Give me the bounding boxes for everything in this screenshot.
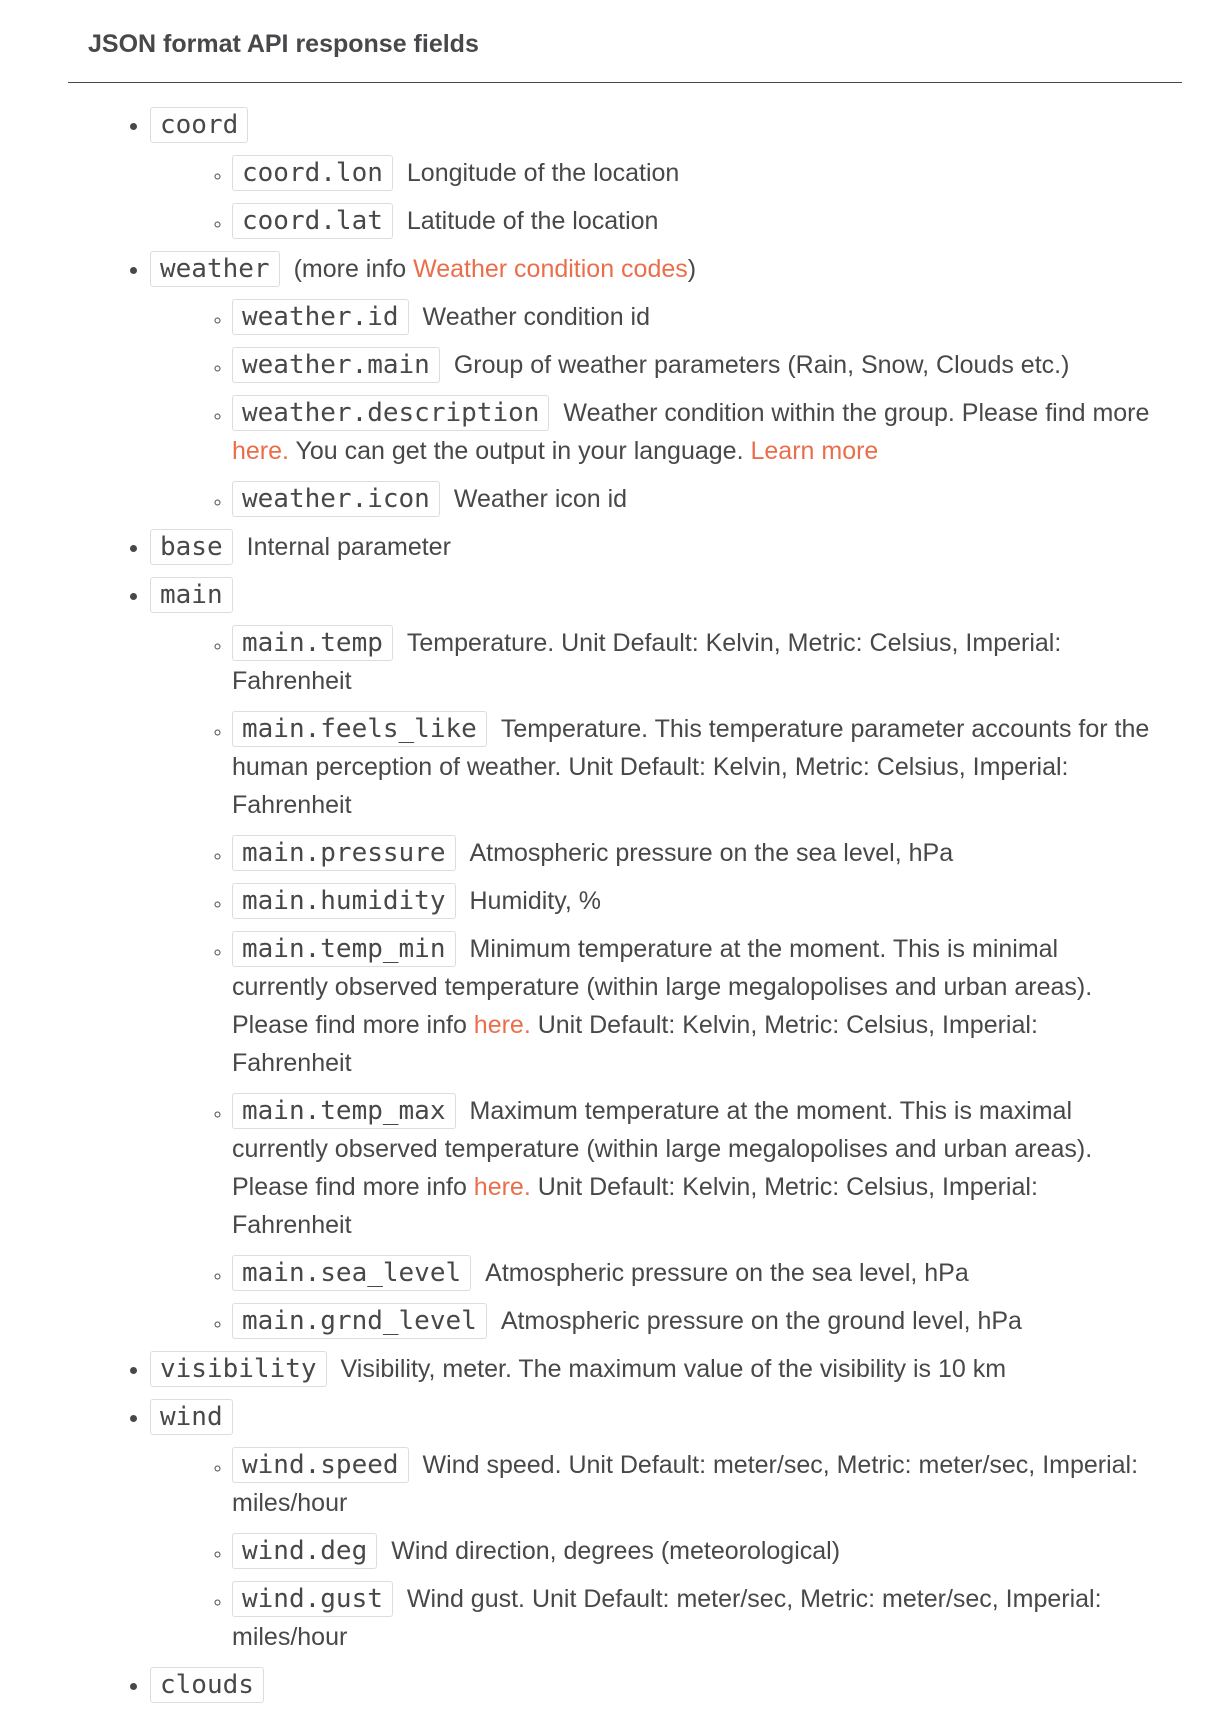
field-name: coord	[150, 107, 248, 143]
field-name: main.temp_max	[232, 1093, 456, 1129]
subfields-list	[150, 298, 1160, 518]
field-description: Maximum temperature at the moment. This is maximal currently observed temperature (within large megalopolises and urban areas). Please find more info	[232, 1097, 1093, 1201]
field-description: Weather condition id	[422, 303, 651, 331]
field-description: Internal parameter	[246, 533, 451, 561]
field-description: Longitude of the location	[406, 159, 680, 187]
field-description: Minimum temperature at the moment. This is minimal currently observed temperature (within large megalopolises and urban areas). Please find more info	[232, 935, 1093, 1039]
field-description: Wind gust. Unit Default: meter/sec, Metric: meter/sec, Imperial: miles/hour	[232, 1585, 1102, 1651]
field-description: Temperature. Unit Default: Kelvin, Metric: Celsius, Imperial: Fahrenheit	[232, 629, 1062, 695]
field-wind-gust	[232, 1580, 1160, 1656]
field-main-temp	[232, 624, 1160, 700]
field-visibility	[150, 1350, 1160, 1388]
field-weather-id	[232, 298, 1160, 336]
section-header	[68, 0, 1182, 83]
field-coord-lon	[232, 154, 1160, 192]
field-name: weather.description	[232, 395, 549, 431]
field-description: Atmospheric pressure on the ground level, hPa	[500, 1307, 1022, 1335]
field-coord	[150, 106, 1160, 240]
field-name: main.pressure	[232, 835, 456, 871]
field-clouds	[150, 1666, 1160, 1704]
field-main-sea-level	[232, 1254, 1160, 1292]
field-main-temp-max	[232, 1092, 1160, 1244]
field-wind-speed	[232, 1446, 1160, 1522]
learn-more-link[interactable]: Learn more	[750, 437, 879, 465]
field-wind	[150, 1398, 1160, 1656]
field-name: main.humidity	[232, 883, 456, 919]
field-description: Atmospheric pressure on the sea level, hPa	[485, 1259, 969, 1287]
field-description: Weather icon id	[453, 485, 628, 513]
field-name: base	[150, 529, 233, 565]
field-main	[150, 576, 1160, 1340]
subfields-list	[150, 154, 1160, 240]
field-name: weather.icon	[232, 481, 440, 517]
field-name: coord.lon	[232, 155, 393, 191]
field-description: Humidity, %	[469, 887, 602, 915]
more-info-prefix: (more info	[293, 255, 414, 283]
field-wind-deg	[232, 1532, 1160, 1570]
field-name: visibility	[150, 1351, 327, 1387]
field-main-humidity	[232, 882, 1160, 920]
section-title: JSON format API response fields	[88, 30, 479, 58]
field-description-cont: You can get the output in your language.	[288, 437, 751, 465]
field-description: Temperature. This temperature parameter accounts for the human perception of weather. Unit Default: Kelvin, Metric: Celsius, Imperial: Fahrenheit	[232, 715, 1150, 819]
field-name: weather.id	[232, 299, 409, 335]
subfields-list	[150, 624, 1160, 1340]
field-name: main.temp_min	[232, 931, 456, 967]
field-weather-main	[232, 346, 1160, 384]
field-name: weather	[150, 251, 280, 287]
field-name: weather.main	[232, 347, 440, 383]
field-name: wind.deg	[232, 1533, 377, 1569]
weather-condition-codes-link[interactable]: Weather condition codes	[413, 255, 688, 283]
field-description-cont: Unit Default: Kelvin, Metric: Celsius, Imperial: Fahrenheit	[232, 1011, 1038, 1077]
field-name: main	[150, 577, 233, 613]
field-weather	[150, 250, 1160, 518]
field-weather-icon	[232, 480, 1160, 518]
field-description: Latitude of the location	[406, 207, 659, 235]
here-link[interactable]: here.	[232, 437, 289, 465]
field-name: wind.speed	[232, 1447, 409, 1483]
here-link[interactable]: here.	[473, 1011, 531, 1039]
field-name: main.grnd_level	[232, 1303, 487, 1339]
here-link[interactable]: here.	[473, 1173, 531, 1201]
field-name: main.feels_like	[232, 711, 487, 747]
field-name: wind.gust	[232, 1581, 393, 1617]
field-name: wind	[150, 1399, 233, 1435]
field-main-grnd-level	[232, 1302, 1160, 1340]
field-description-cont: Unit Default: Kelvin, Metric: Celsius, Imperial: Fahrenheit	[232, 1173, 1038, 1239]
field-description: Group of weather parameters (Rain, Snow, Clouds etc.)	[453, 351, 1070, 379]
fields-list	[150, 106, 1160, 1712]
field-name: coord.lat	[232, 203, 393, 239]
field-main-pressure	[232, 834, 1160, 872]
field-name: clouds	[150, 1667, 264, 1703]
field-description: Weather condition within the group. Please find more	[563, 399, 1150, 427]
field-description: Wind speed. Unit Default: meter/sec, Metric: meter/sec, Imperial: miles/hour	[232, 1451, 1139, 1517]
more-info-suffix: )	[687, 255, 697, 283]
field-description: Visibility, meter. The maximum value of the visibility is 10 km	[340, 1355, 1007, 1383]
subfields-list	[150, 1446, 1160, 1656]
field-name: main.temp	[232, 625, 393, 661]
field-weather-description	[232, 394, 1160, 470]
field-base	[150, 528, 1160, 566]
field-coord-lat	[232, 202, 1160, 240]
field-description: Atmospheric pressure on the sea level, hPa	[469, 839, 954, 867]
field-name: main.sea_level	[232, 1255, 471, 1291]
field-main-temp-min	[232, 930, 1160, 1082]
field-description: Wind direction, degrees (meteorological)	[391, 1537, 841, 1565]
field-main-feels-like	[232, 710, 1160, 824]
